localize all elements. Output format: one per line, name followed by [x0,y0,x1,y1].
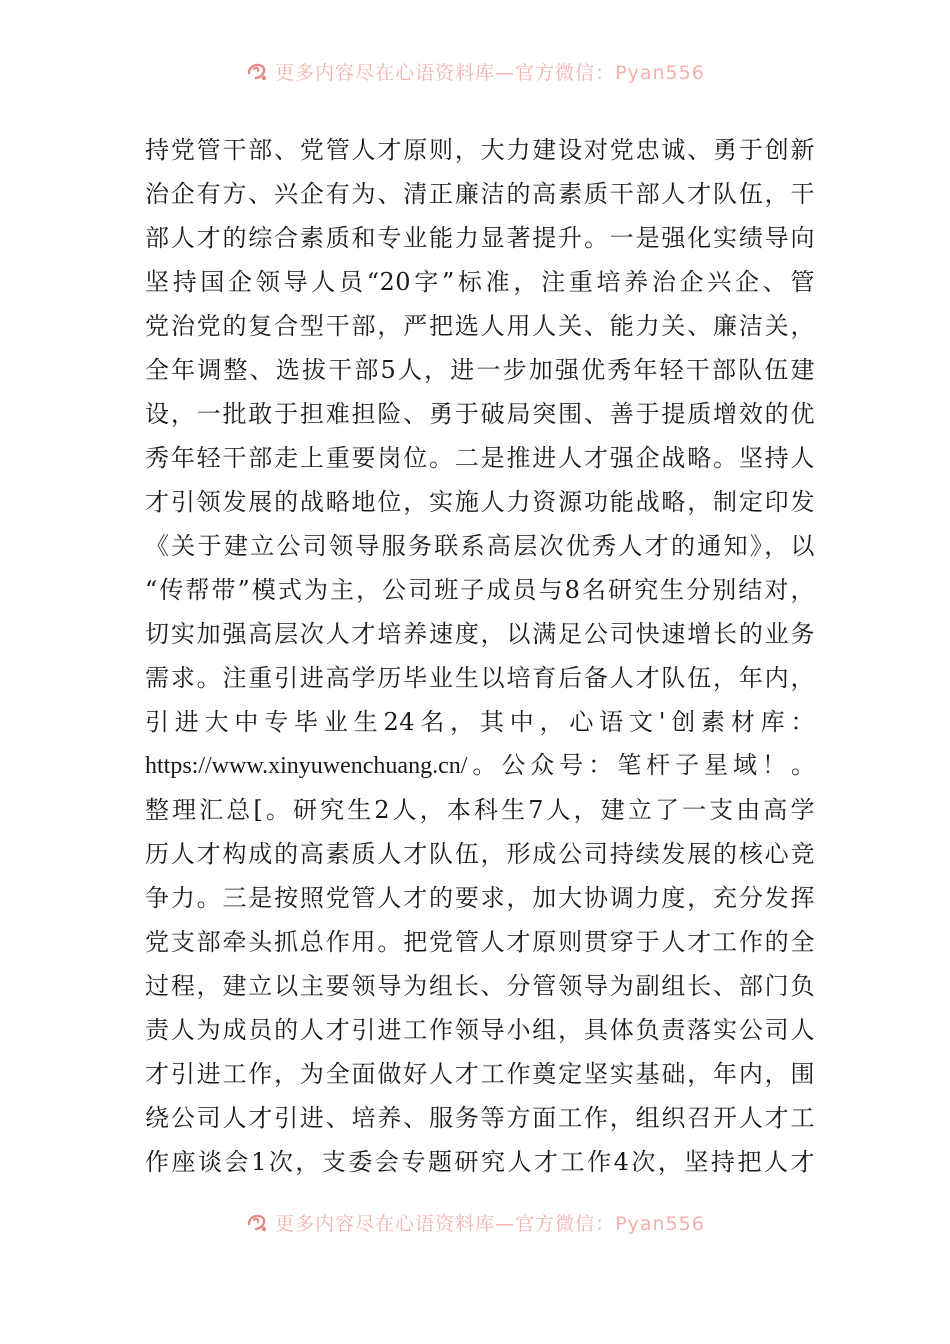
text-line: 坚持国企领导人员“20字”标准，注重培养治企兴企、管 [145,268,815,296]
text-line: 整理汇总[。研究生2人，本科生7人，建立了一支由高学 [145,796,815,824]
text-line: 争力。三是按照党管人才的要求，加大协调力度，充分发挥 [145,884,815,912]
footer-watermark-banner [0,1205,950,1239]
header-watermark-banner [0,54,950,88]
text-line: 引进大中专毕业生24名，其中，心语文'创素材库： [145,708,815,736]
text-line: 秀年轻干部走上重要岗位。二是推进人才强企战略。坚持人 [145,444,815,472]
text-line: 历人才构成的高素质人才队伍，形成公司持续发展的核心竞 [145,840,815,868]
text-line: 治企有方、兴企有为、清正廉洁的高素质干部人才队伍，干 [145,180,815,208]
text-line: 持党管干部、党管人才原则，大力建设对党忠诚、勇于创新 [145,136,815,164]
text-line: 绕公司人才引进、培养、服务等方面工作，组织召开人才工 [145,1104,815,1132]
text-line: 部人才的综合素质和专业能力显著提升。一是强化实绩导向 [145,224,815,252]
body-text-block [145,128,815,1184]
text-line: 责人为成员的人才引进工作领导小组，具体负责落实公司人 [145,1016,815,1044]
text-line: 切实加强高层次人才培养速度，以满足公司快速增长的业务 [145,620,815,648]
brand-logo-icon [245,59,269,83]
url-text-line[interactable]: https://www.xinyuwenchuang.cn/。公众号：笔杆子星域！。 [145,753,815,779]
text-line: 作座谈会1次，支委会专题研究人才工作4次，坚持把人才 [145,1148,815,1176]
text-line: 党支部牵头抓总作用。把党管人才原则贯穿于人才工作的全 [145,928,815,956]
text-line: 才引领发展的战略地位，实施人力资源功能战略，制定印发 [145,488,815,516]
text-line: 党治党的复合型干部，严把选人用人关、能力关、廉洁关， [145,312,815,340]
header-banner-text: 更多内容尽在心语资料库—官方微信：Pyan556 [275,61,705,84]
footer-banner-text: 更多内容尽在心语资料库—官方微信：Pyan556 [275,1212,705,1235]
text-line: 需求。注重引进高学历毕业生以培育后备人才队伍，年内， [145,664,815,692]
text-line: “传帮带”模式为主，公司班子成员与8名研究生分别结对， [145,576,815,604]
text-line: 设，一批敢于担难担险、勇于破局突围、善于提质增效的优 [145,400,815,428]
text-line: 才引进工作，为全面做好人才工作奠定坚实基础，年内，围 [145,1060,815,1088]
text-line: 过程，建立以主要领导为组长、分管领导为副组长、部门负 [145,972,815,1000]
brand-logo-icon [245,1210,269,1234]
text-line: 《关于建立公司领导服务联系高层次优秀人才的通知》，以 [145,532,815,560]
text-line: 全年调整、选拔干部5人，进一步加强优秀年轻干部队伍建 [145,356,815,384]
